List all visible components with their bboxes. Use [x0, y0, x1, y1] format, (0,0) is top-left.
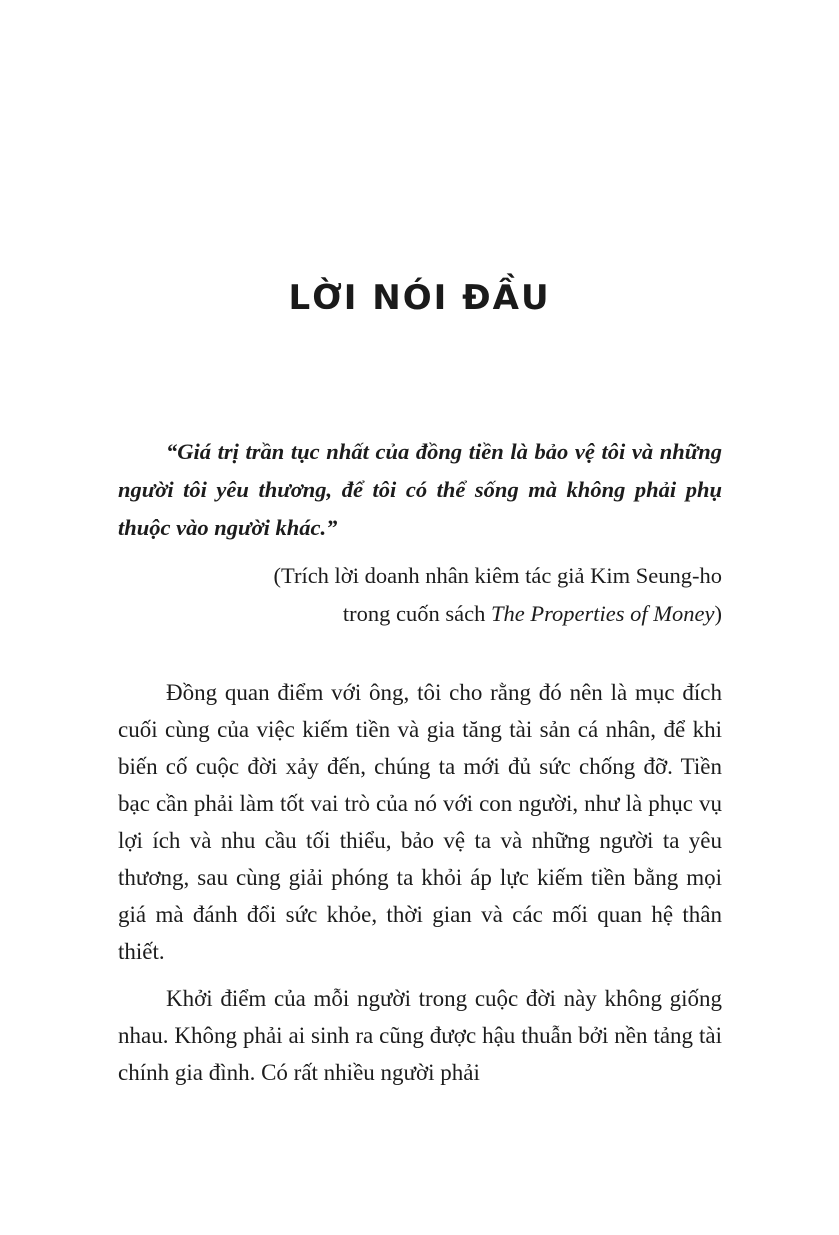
attribution-suffix: ): [714, 601, 722, 626]
paragraph-2: Khởi điểm của mỗi người trong cuộc đời này không giống nhau. Không phải ai sinh ra cũng được hậu thuẫn bởi nền tảng tài chính gia đình. Có rất nhiều người phải: [118, 986, 722, 1085]
paragraph-1: Đồng quan điểm với ông, tôi cho rằng đó nên là mục đích cuối cùng của việc kiếm tiền và gia tăng tài sản cá nhân, để khi biến cố cuộc đời xảy đến, chúng ta mới đủ sức chống đỡ. Tiền bạc cần phải làm tốt vai trò của nó với con người, như là phục vụ lợi ích và nhu cầu tối thiểu, bảo vệ ta và những người ta yêu thương, sau cùng giải phóng ta khỏi áp lực kiếm tiền bằng mọi giá mà đánh đổi sức khỏe, thời gian và các mối quan hệ thân thiết.: [118, 680, 722, 964]
attribution-line-2: [118, 595, 722, 633]
attribution-line-1: (Trích lời doanh nhân kiêm tác giả Kim Seung-ho: [273, 563, 722, 588]
attribution-book-title: The Properties of Money: [491, 601, 715, 626]
epigraph-quote: “Giá trị trần tục nhất của đồng tiền là bảo vệ tôi và những người tôi yêu thương, để tôi có thể sống mà không phải phụ thuộc vào người khác.”: [118, 439, 722, 540]
epigraph-attribution: [118, 557, 722, 633]
attribution-prefix: trong cuốn sách: [342, 601, 491, 626]
chapter-title: LỜI NÓI ĐẦU: [288, 278, 551, 318]
body-text: [118, 674, 722, 1091]
